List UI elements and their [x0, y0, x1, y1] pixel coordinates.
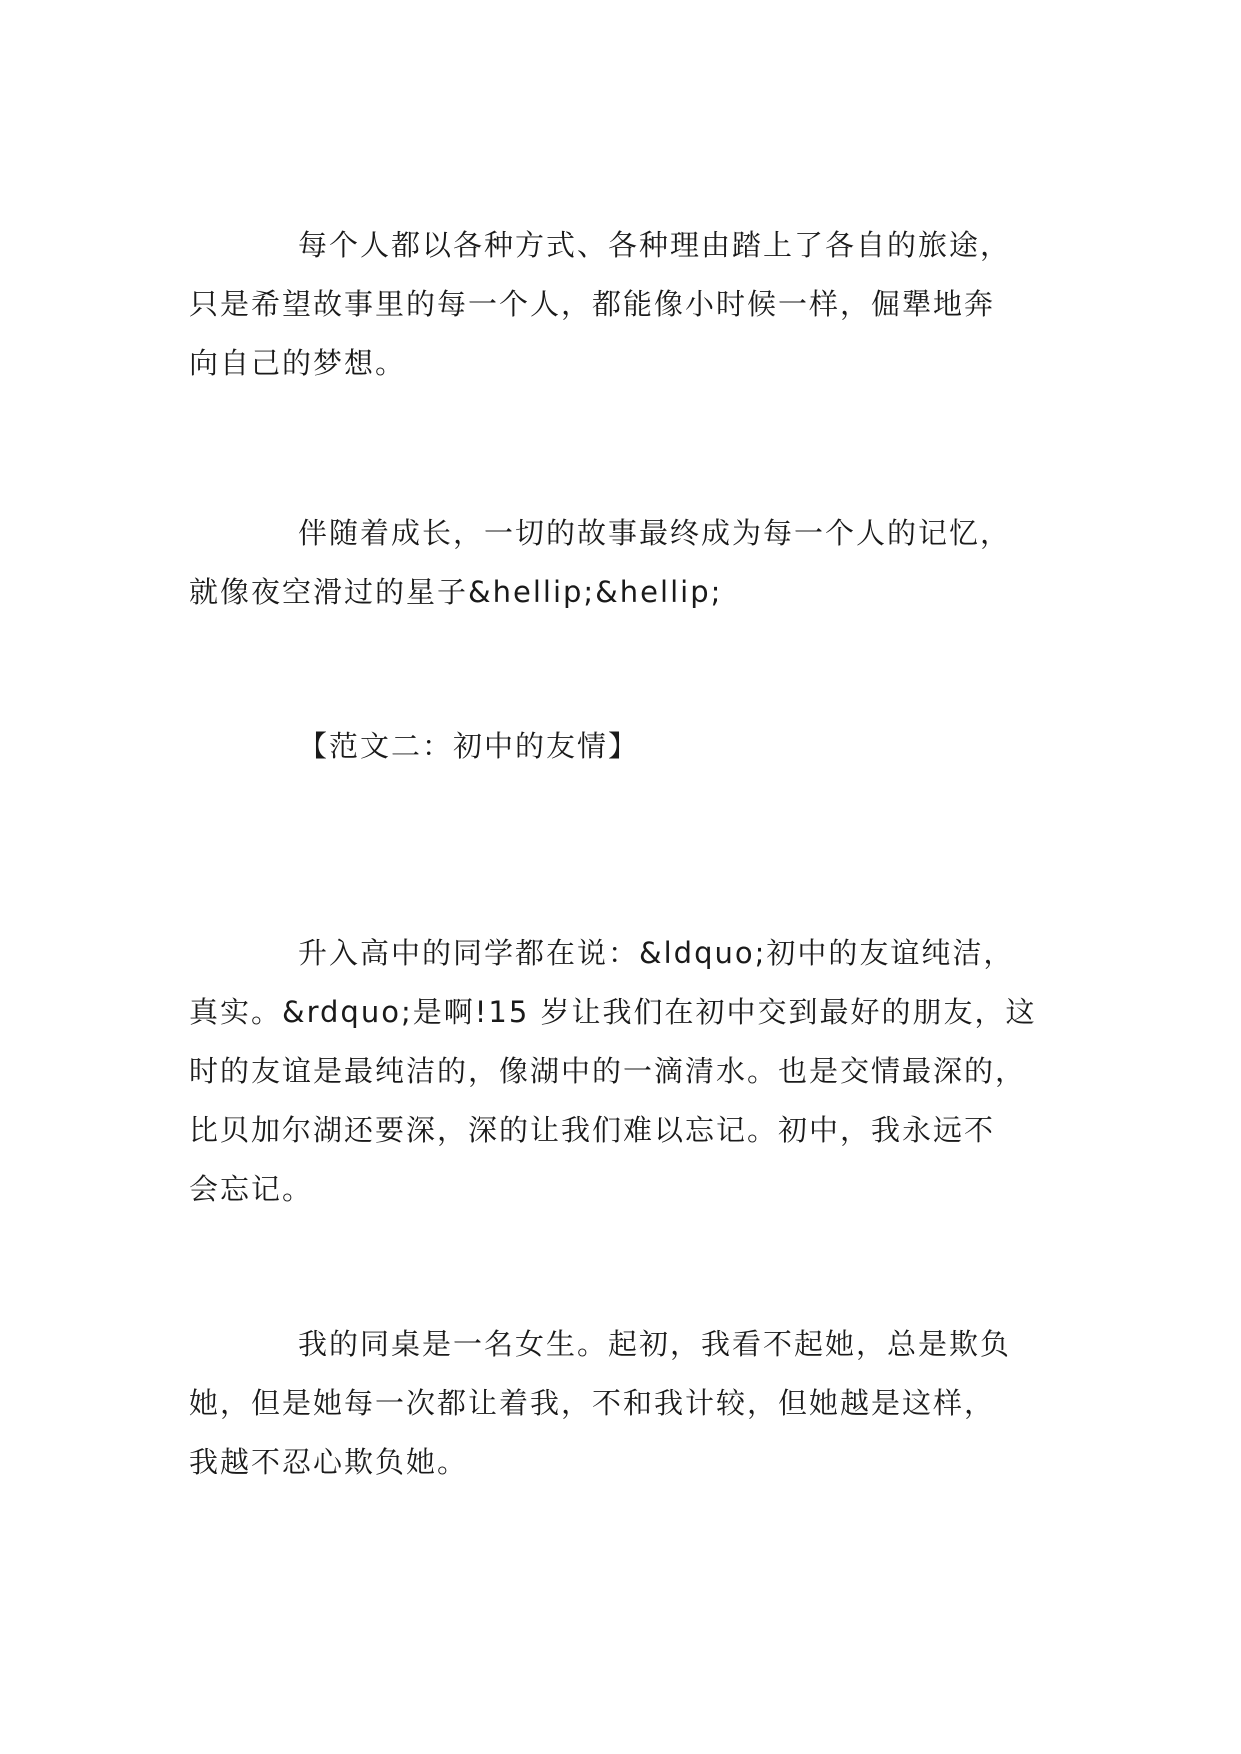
text-line: 比贝加尔湖还要深，深的让我们难以忘记。初中，我永远不 — [189, 1113, 996, 1147]
text-line: 向自己的梦想。 — [189, 346, 407, 380]
text-line: 升入高中的同学都在说：&ldquo;初中的友谊纯洁， — [298, 936, 1015, 970]
paragraph-deskmate — [189, 1315, 1059, 1492]
text-line: 我越不忍心欺负她。 — [189, 1445, 469, 1479]
text-line: 会忘记。 — [189, 1172, 314, 1206]
text-line: 我的同桌是一名女生。起初，我看不起她，总是欺负 — [298, 1327, 1012, 1361]
text-line: 伴随着成长，一切的故事最终成为每一个人的记忆， — [298, 516, 1012, 550]
text-line: 每个人都以各种方式、各种理由踏上了各自的旅途， — [298, 228, 1012, 262]
text-line: 就像夜空滑过的星子&hellip;&hellip; — [189, 575, 723, 609]
text-line: 时的友谊是最纯洁的，像湖中的一滴清水。也是交情最深的， — [189, 1054, 1027, 1088]
text-line: 她，但是她每一次都让着我，不和我计较，但她越是这样， — [189, 1386, 996, 1420]
paragraph-journey — [189, 216, 1059, 393]
section-heading — [189, 717, 1059, 776]
text-line: 只是希望故事里的每一个人，都能像小时候一样，倔犟地奔 — [189, 287, 996, 321]
paragraph-friendship — [189, 924, 1059, 1219]
paragraph-memories — [189, 504, 1059, 622]
text-line: 真实。&rdquo;是啊!15 岁让我们在初中交到最好的朋友，这 — [189, 995, 1037, 1029]
heading-text: 【范文二：初中的友情】 — [298, 729, 640, 763]
